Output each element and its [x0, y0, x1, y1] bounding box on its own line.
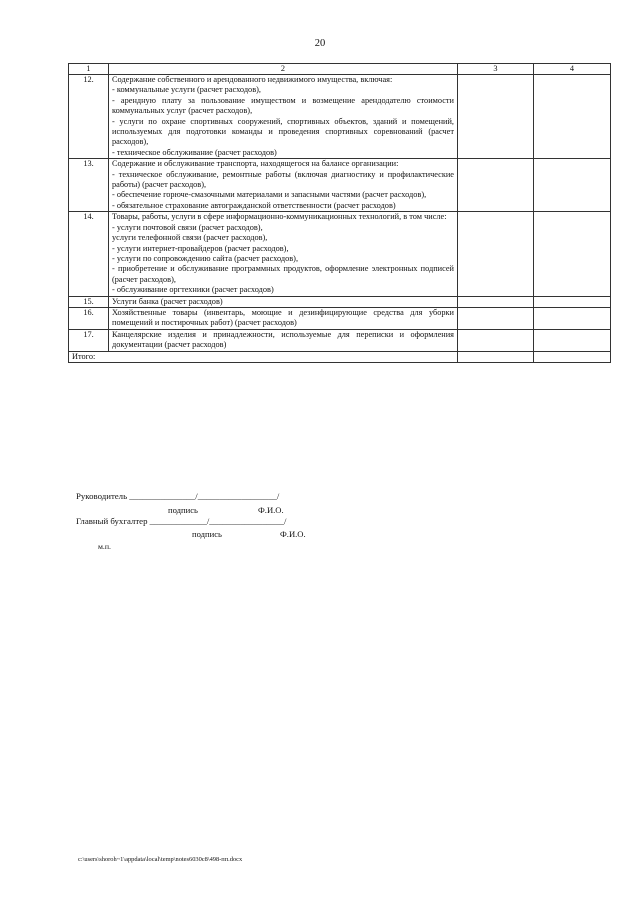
total-cell-col3 — [458, 351, 534, 362]
empty-cell-col3 — [458, 75, 534, 159]
description-line: Канцелярские изделия и принадлежности, используемые для переписки и оформления документации (расчет расходов) — [112, 329, 454, 350]
description-line: - приобретение и обслуживание программных продуктов, оформление электронных подписей (расчет расходов), — [112, 264, 454, 284]
description-line: - услуги по сопровождению сайта (расчет расходов), — [112, 253, 299, 263]
description-line: - техническое обслуживание, ремонтные работы (включая диагностику и профилактические работы) (расчет расходов), — [112, 169, 454, 190]
table-row — [69, 307, 611, 329]
head-signature-line: Руководитель _______________/__________________/ — [76, 491, 280, 501]
row-number: 14. — [69, 212, 109, 296]
description-line: Товары, работы, услуги в сфере информационно-коммуникационных технологий, в том числе: — [112, 212, 447, 222]
row-number: 16. — [69, 307, 109, 329]
header-cell-2: 2 — [109, 64, 458, 75]
empty-cell-col4 — [534, 329, 611, 351]
header-cell-3: 3 — [458, 64, 534, 75]
accountant-caption-name: Ф.И.О. — [280, 529, 306, 539]
row-number: 15. — [69, 296, 109, 307]
footer-file-path: c:\users\shoroh~1\appdata\local\temp\notes6030c8\498-пп.docx — [78, 856, 243, 863]
empty-cell-col3 — [458, 307, 534, 329]
row-number: 12. — [69, 75, 109, 159]
table-row — [69, 159, 611, 212]
table-row — [69, 329, 611, 351]
row-description — [109, 329, 458, 351]
empty-cell-col4 — [534, 159, 611, 212]
description-line: Содержание и обслуживание транспорта, находящегося на балансе организации: — [112, 159, 399, 169]
description-line: - услуги интернет-провайдеров (расчет расходов), — [112, 243, 289, 253]
description-line: - услуги по охране спортивных сооружений, спортивных объектов, зданий и помещений, используемых для подготовки команды и проведения спортивных соревнований (расчет расходов), — [112, 116, 454, 147]
row-number: 13. — [69, 159, 109, 212]
description-line: - обеспечение горюче-смазочными материалами и запасными частями (расчет расходов), — [112, 190, 427, 200]
stamp-placeholder: м.п. — [98, 542, 112, 551]
page-number: 20 — [314, 38, 326, 49]
description-line: - услуги почтовой связи (расчет расходов), — [112, 222, 263, 232]
empty-cell-col3 — [458, 296, 534, 307]
description-line: Хозяйственные товары (инвентарь, моющие и дезинфицирующие средства для уборки помещений и постирочных работ) (расчет расходов) — [112, 307, 454, 328]
empty-cell-col3 — [458, 329, 534, 351]
header-cell-1: 1 — [69, 64, 109, 75]
description-line: - техническое обслуживание (расчет расходов) — [112, 147, 277, 157]
description-line: услуги телефонной связи (расчет расходов), — [112, 233, 268, 243]
empty-cell-col3 — [458, 159, 534, 212]
empty-cell-col3 — [458, 212, 534, 296]
row-number: 17. — [69, 329, 109, 351]
empty-cell-col4 — [534, 307, 611, 329]
row-description — [109, 212, 458, 296]
empty-cell-col4 — [534, 212, 611, 296]
table-row — [69, 212, 611, 296]
description-line: - коммунальные услуги (расчет расходов), — [112, 85, 261, 95]
total-label: Итого: — [69, 351, 458, 362]
description-line: - обязательное страхование автогражданской ответственности (расчет расходов) — [112, 200, 396, 210]
table-row — [69, 75, 611, 159]
description-line: - обслуживание оргтехники (расчет расходов) — [112, 285, 274, 295]
row-description — [109, 296, 458, 307]
description-line: Услуги банка (расчет расходов) — [112, 296, 223, 306]
expenses-table — [68, 63, 611, 363]
total-row — [69, 351, 611, 362]
row-description — [109, 75, 458, 159]
head-caption-sign: подпись — [168, 505, 198, 515]
empty-cell-col4 — [534, 296, 611, 307]
accountant-caption-sign: подпись — [192, 529, 222, 539]
total-cell-col4 — [534, 351, 611, 362]
description-line: Содержание собственного и арендованного недвижимого имущества, включая: — [112, 75, 393, 84]
description-line: - арендную плату за пользование имуществом и возмещение арендодателю стоимости коммунальных услуг (расчет расходов), — [112, 95, 454, 116]
table-header-row — [69, 64, 611, 75]
row-description — [109, 159, 458, 212]
empty-cell-col4 — [534, 75, 611, 159]
head-caption-name: Ф.И.О. — [258, 505, 284, 515]
row-description — [109, 307, 458, 329]
table-row — [69, 296, 611, 307]
header-cell-4: 4 — [534, 64, 611, 75]
accountant-signature-line: Главный бухгалтер _____________/_________________/ — [76, 516, 287, 526]
